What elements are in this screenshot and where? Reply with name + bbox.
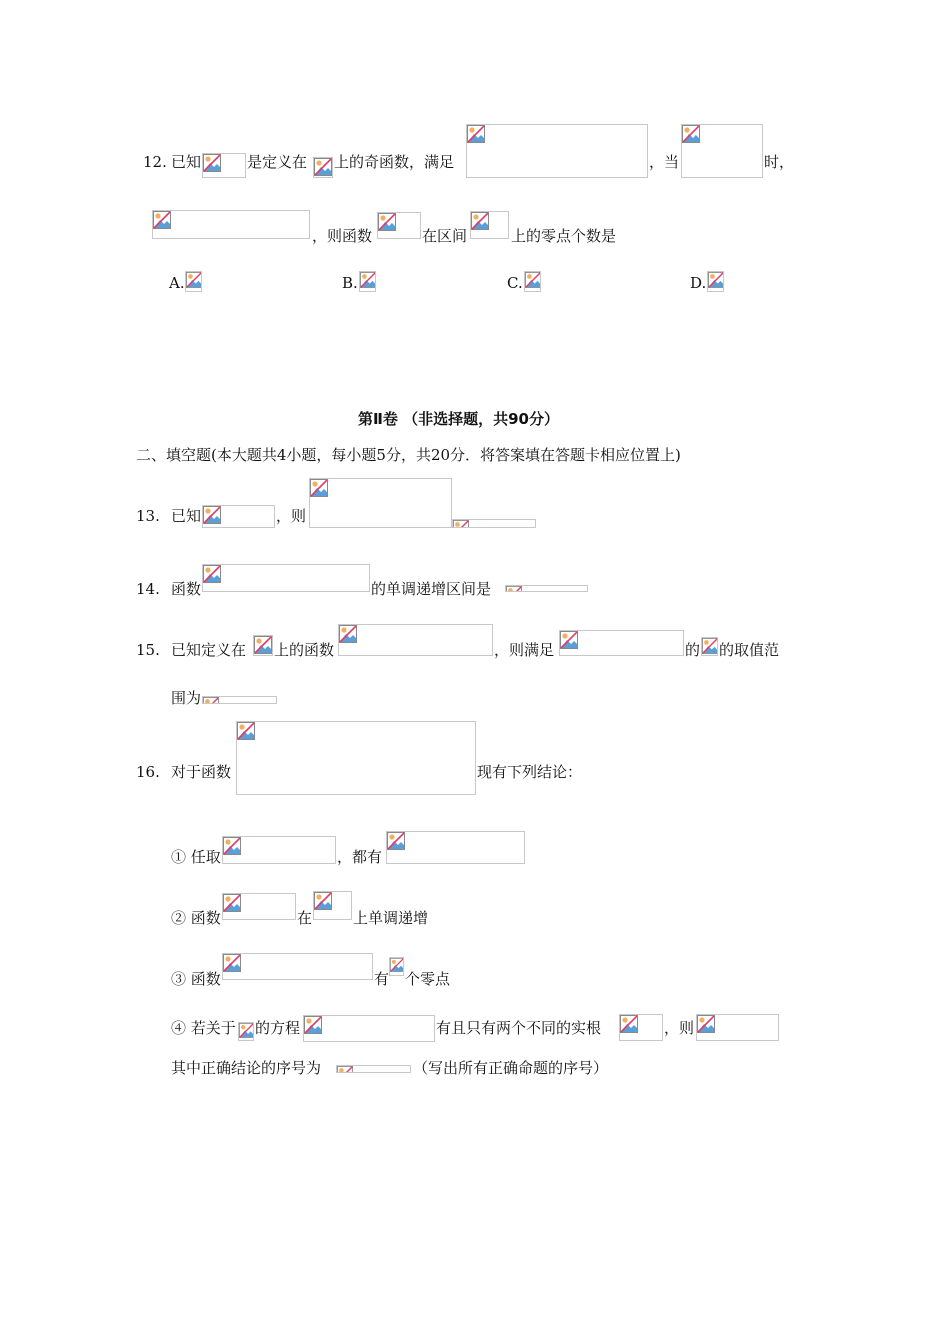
q15-text-5: 的取值范 <box>719 641 780 659</box>
broken-image-icon <box>471 212 489 230</box>
conclusion-3-text-c: 个零点 <box>405 970 451 988</box>
q13-text-1: 已知 <box>171 507 202 525</box>
broken-image-icon <box>378 213 396 231</box>
option-a-image <box>185 271 202 292</box>
formula-image <box>222 893 296 920</box>
q13-number: 13. <box>136 507 160 525</box>
q15-number: 15. <box>136 641 160 659</box>
answer-blank <box>336 1065 411 1073</box>
section-heading: 二、填空题(本大题共4小题，每小题5分，共20分．将答案填在答题卡相应位置上) <box>136 446 681 464</box>
formula-image <box>202 564 370 592</box>
section-title: 第Ⅱ卷 （非选择题，共90分） <box>358 410 559 428</box>
conclusion-2-text-c: 上单调递增 <box>353 909 429 927</box>
formula-image <box>466 124 648 178</box>
broken-image-icon <box>304 1016 322 1034</box>
broken-image-icon <box>339 625 357 643</box>
broken-image-icon <box>467 125 485 143</box>
q12-text-7: 在区间 <box>422 227 468 245</box>
conclusion-2-text-b: 在 <box>297 909 313 927</box>
broken-image-icon <box>186 272 202 288</box>
broken-image-icon <box>702 638 718 654</box>
broken-image-icon <box>310 479 328 497</box>
answer-prompt: 其中正确结论的序号为 <box>171 1059 322 1077</box>
answer-blank <box>452 519 536 528</box>
q15-text-4: 的 <box>685 641 701 659</box>
formula-image <box>559 630 684 656</box>
conclusion-1-text-a: ① 任取 <box>171 848 221 866</box>
conclusion-2-text-a: ② 函数 <box>171 909 221 927</box>
answer-blank <box>202 696 277 704</box>
option-d-label: D. <box>690 274 707 292</box>
broken-image-icon <box>682 125 700 143</box>
formula-image <box>238 1022 254 1041</box>
formula-image <box>202 153 246 178</box>
broken-image-icon <box>314 158 332 176</box>
formula-image <box>696 1014 779 1041</box>
q15-text-3: ，则满足 <box>494 641 555 659</box>
formula-image <box>681 124 763 178</box>
option-a-label: A. <box>169 274 185 292</box>
formula-image <box>253 635 273 656</box>
option-c-image <box>524 271 541 292</box>
answer-note: （写出所有正确命题的序号） <box>413 1059 609 1077</box>
q12-number: 12. <box>143 153 167 171</box>
option-b-label: B. <box>342 274 358 292</box>
broken-image-icon <box>203 697 219 704</box>
q12-text-3: 上的奇函数，满足 <box>334 153 455 171</box>
q14-text-1: 函数 <box>171 580 202 598</box>
broken-image-icon <box>337 1066 353 1073</box>
broken-image-icon <box>223 837 241 855</box>
conclusion-3-text-b: 有 <box>374 970 390 988</box>
formula-image <box>222 953 373 980</box>
option-d-image <box>707 271 724 292</box>
formula-image <box>236 721 476 795</box>
formula-image <box>386 831 525 864</box>
q16-number: 16. <box>136 763 160 781</box>
broken-image-icon <box>203 506 221 524</box>
broken-image-icon <box>506 586 522 592</box>
q14-text-2: 的单调递增区间是 <box>371 580 492 598</box>
formula-image <box>313 157 333 178</box>
broken-image-icon <box>203 154 221 172</box>
q16-text-2: 现有下列结论： <box>477 763 583 781</box>
broken-image-icon <box>203 565 221 583</box>
formula-image <box>303 1015 435 1042</box>
conclusion-3-text-a: ③ 函数 <box>171 970 221 988</box>
broken-image-icon <box>153 211 171 229</box>
formula-image <box>338 624 493 656</box>
conclusion-1-text-b: ，都有 <box>337 848 383 866</box>
q12-text-1: 已知 <box>171 153 202 171</box>
q13-text-2: ，则 <box>276 507 307 525</box>
broken-image-icon <box>620 1015 638 1033</box>
broken-image-icon <box>314 892 332 910</box>
conclusion-4-text-d: ，则 <box>664 1019 695 1037</box>
option-c-label: C. <box>507 274 523 292</box>
formula-image <box>619 1014 663 1041</box>
answer-blank <box>505 585 588 592</box>
formula-image <box>470 211 509 239</box>
broken-image-icon <box>708 272 724 288</box>
formula-image <box>377 212 421 239</box>
broken-image-icon <box>223 954 241 972</box>
conclusion-4-text-b: 的方程 <box>255 1019 301 1037</box>
formula-image <box>152 210 310 239</box>
q15-text-2: 上的函数 <box>274 641 335 659</box>
option-b-image <box>359 271 376 292</box>
q12-text-4: ，当 <box>649 153 680 171</box>
q14-number: 14. <box>136 580 160 598</box>
q12-text-8: 上的零点个数是 <box>511 227 617 245</box>
broken-image-icon <box>237 722 255 740</box>
broken-image-icon <box>387 832 405 850</box>
conclusion-4-text-c: 有且只有两个不同的实根 <box>436 1019 602 1037</box>
broken-image-icon <box>525 272 541 288</box>
q15-text-6: 围为 <box>171 689 202 707</box>
broken-image-icon <box>390 958 404 972</box>
broken-image-icon <box>560 631 578 649</box>
formula-image <box>222 836 336 864</box>
formula-image <box>701 637 718 656</box>
broken-image-icon <box>360 272 376 288</box>
formula-image <box>309 478 452 528</box>
conclusion-4-text-a: ④ 若关于 <box>171 1019 236 1037</box>
broken-image-icon <box>239 1023 254 1038</box>
formula-image <box>202 505 275 528</box>
broken-image-icon <box>453 520 469 528</box>
formula-image <box>313 891 352 920</box>
q12-text-2: 是定义在 <box>247 153 308 171</box>
broken-image-icon <box>254 636 272 654</box>
formula-image <box>389 957 404 976</box>
q12-text-5: 时， <box>764 153 795 171</box>
q12-text-6: ，则函数 <box>312 227 373 245</box>
broken-image-icon <box>697 1015 715 1033</box>
q16-text-1: 对于函数 <box>171 763 232 781</box>
broken-image-icon <box>223 894 241 912</box>
q15-text-1: 已知定义在 <box>171 641 247 659</box>
